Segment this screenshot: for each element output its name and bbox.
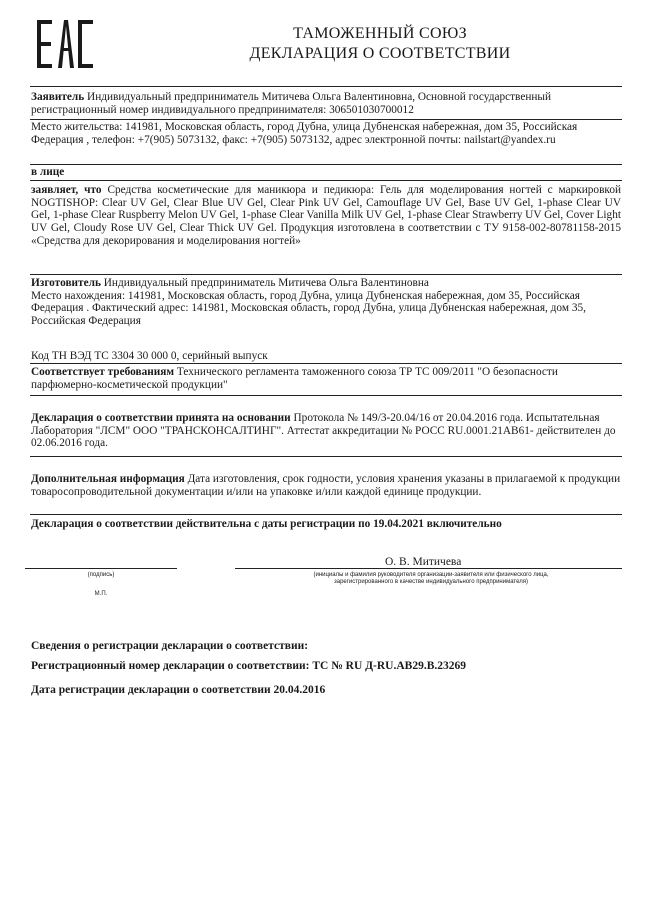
divider [30, 514, 622, 515]
divider [30, 274, 622, 275]
applicant-address [31, 121, 621, 146]
name-caption-line-2: зарегистрированного в качестве индивидуального предпринимателя) [333, 579, 528, 585]
additional-section [31, 473, 621, 498]
divider [30, 86, 622, 87]
applicant-address-text: Место жительства: 141981, Московская область, город Дубна, улица Дубненская набережная, дом 35, Российская Федерация , телефон: +7(905) 5073132, факс: +7(905) 5073132, адрес электронной почты: nailstart@yandex.ru [31, 121, 578, 146]
code-section [31, 350, 621, 363]
requirements-text: Технического регламента таможенного союза ТР ТС 009/2011 "О безопасности парфюмерно-косметической продукции" [31, 366, 558, 391]
basis-label: Декларация о соответствии принята на основании [31, 412, 291, 424]
manufacturer-label: Изготовитель [31, 277, 101, 289]
eac-logo [36, 18, 94, 70]
title-line-1: ТАМОЖЕННЫЙ СОЮЗ [293, 25, 467, 42]
name-caption-line-1: (инициалы и фамилия руководителя организации-заявителя или физического лица, [313, 572, 549, 578]
title-line-2: ДЕКЛАРАЦИЯ О СООТВЕТСТВИИ [249, 45, 511, 62]
applicant-text: Индивидуальный предприниматель Митичева Ольга Валентиновна, Основной государственный регистрационный номер индивидуального предпринимателя: 306501030700012 [31, 91, 552, 116]
divider [30, 164, 622, 165]
signature-line [25, 568, 177, 569]
document-title [190, 24, 570, 64]
manufacturer-name: Индивидуальный предприниматель Митичева Ольга Валентиновна [103, 277, 429, 289]
registration-number: Регистрационный номер декларации о соответствии: ТС № RU Д-RU.АВ29.В.23269 [31, 660, 467, 672]
name-line [235, 568, 622, 569]
applicant-label: Заявитель [31, 91, 85, 103]
additional-text: Дата изготовления, срок годности, условия хранения указаны в прилагаемой к продукции товаросопроводительной документации и/или на упаковке и/или каждой единице продукции. [31, 473, 621, 498]
divider [30, 395, 622, 396]
basis-section [31, 412, 621, 450]
basis-text: Протокола № 149/3-20.04/16 от 20.04.2016 года. Испытательная Лаборатория "ЛСМ" ООО "ТРАНСКОНСАЛТИНГ". Аттестат аккредитации № РОСС RU.0001.21АВ61- действителен до 02.06.2016 года. [31, 412, 616, 450]
registration-date: Дата регистрации декларации о соответствии 20.04.2016 [31, 684, 326, 696]
requirements-label: Соответствует требованиям [31, 366, 175, 378]
in-person-label: в лице [31, 166, 65, 178]
validity-text: Декларация о соответствии действительна с даты регистрации по 19.04.2021 включительно [31, 518, 502, 530]
requirements-section [31, 366, 621, 391]
divider [30, 119, 622, 120]
name-caption [240, 572, 622, 586]
manufacturer-address: Место нахождения: 141981, Московская область, город Дубна, улица Дубненская набережная, дом 35, Российская Федерация . Фактический адрес: 141981, Московская область, город Дубна, улица Дубненская набережная, дом 35, Российская Федерация [31, 289, 586, 328]
declares-section [31, 184, 621, 248]
declares-text: Средства косметические для маникюра и педикюра: Гель для моделирования ногтей с маркировкой NOGTISHOP: Clear UV Gel, Clear Blue UV Gel, Clear Pink UV Gel, Camouflage UV Gel, Base UV Gel, 1-phase Clear UV Gel, 1-phase Clear Ruspberry Melon UV Gel, 1-phase Clear Vanilla Milk UV Gel, 1-phase Clear Strawberry UV Gel, Cover Light UV Gel, Cloudy Rose UV Gel, Clear Thick UV Gel. Продукция изготовлена в соответствии с ТУ 9158-002-80781158-2015 «Средства для декорирования и моделирования ногтей» [31, 184, 622, 247]
declares-label: заявляет, что [31, 184, 102, 196]
divider [30, 456, 622, 457]
signature-caption: (подпись) [87, 572, 115, 578]
code-text: Код ТН ВЭД ТС 3304 30 000 0, серийный выпуск [31, 350, 268, 362]
additional-label: Дополнительная информация [31, 473, 185, 485]
divider [30, 180, 622, 181]
validity-section [31, 518, 621, 531]
divider [30, 363, 622, 364]
applicant-section [31, 91, 621, 116]
in-person-section [31, 166, 621, 179]
registration-heading: Сведения о регистрации декларации о соответствии: [31, 640, 309, 652]
manufacturer-section [31, 277, 621, 328]
signatory-name: О. В. Митичева [385, 556, 462, 568]
stamp-caption: М.П. [94, 591, 108, 597]
